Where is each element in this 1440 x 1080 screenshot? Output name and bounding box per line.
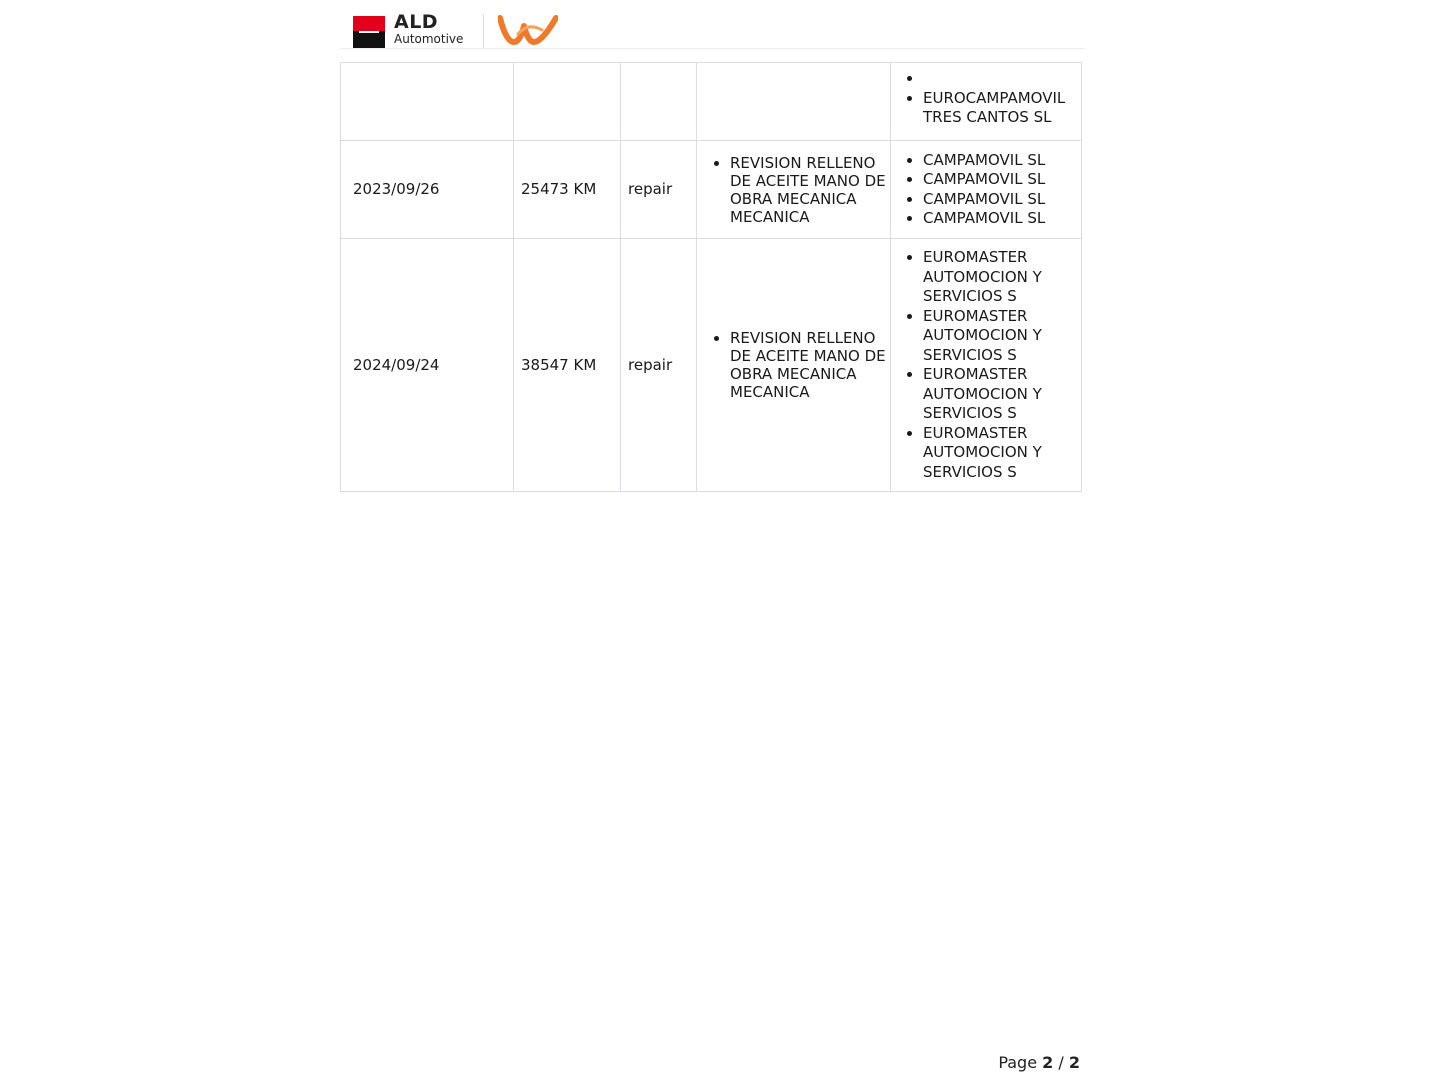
service-description	[697, 239, 891, 492]
provider-item: • CAMPAMOVIL SL	[923, 170, 1077, 190]
service-type: repair	[621, 141, 697, 239]
description-item: • REVISION RELLENO DE ACEITE MANO DE OBRA MECANICA MECANICA	[730, 154, 886, 226]
provider-item: • EUROMASTER AUTOMOCION Y SERVICIOS S	[923, 307, 1077, 366]
provider-item	[923, 69, 1077, 89]
page-total: 2	[1068, 1053, 1080, 1072]
table-row	[341, 63, 1082, 141]
table-row	[341, 141, 1082, 239]
service-date: 2024/09/24	[341, 239, 514, 492]
w-logo-icon	[498, 14, 558, 48]
provider-item: • EUROMASTER AUTOMOCION Y SERVICIOS S	[923, 365, 1077, 424]
page-label: Page	[998, 1053, 1038, 1072]
provider-item: • EUROMASTER AUTOMOCION Y SERVICIOS S	[923, 424, 1077, 483]
provider-list	[891, 248, 1077, 482]
service-mileage: 25473 KM	[514, 141, 621, 239]
description-list	[697, 154, 886, 226]
description-item: • REVISION RELLENO DE ACEITE MANO DE OBRA MECANICA MECANICA	[730, 329, 886, 401]
ald-logo-red-block	[353, 16, 385, 31]
provider-item: • CAMPAMOVIL SL	[923, 151, 1077, 171]
service-mileage: 38547 KM	[514, 239, 621, 492]
provider-list	[891, 151, 1077, 229]
page-current: 2	[1042, 1053, 1054, 1072]
service-date	[341, 63, 514, 141]
table-row	[341, 239, 1082, 492]
maintenance-history-table	[340, 62, 1082, 492]
provider-item: • EUROCAMPAMOVIL TRES CANTOS SL	[923, 89, 1077, 128]
service-mileage	[514, 63, 621, 141]
page-number	[998, 1053, 1080, 1072]
provider-item: • CAMPAMOVIL SL	[923, 209, 1077, 229]
ald-logo-bar	[359, 31, 379, 33]
provider-item: • EUROMASTER AUTOMOCION Y SERVICIOS S	[923, 248, 1077, 307]
service-providers	[891, 239, 1082, 492]
ald-name: ALD	[394, 11, 439, 33]
service-providers	[891, 63, 1082, 141]
service-type: repair	[621, 239, 697, 492]
service-description	[697, 141, 891, 239]
service-providers	[891, 141, 1082, 239]
ald-logo-icon	[353, 16, 385, 48]
service-type	[621, 63, 697, 141]
ald-subname: Automotive	[394, 32, 464, 46]
page-header	[340, 0, 1085, 49]
service-description	[697, 63, 891, 141]
logo-divider	[483, 14, 484, 48]
description-list	[697, 329, 886, 401]
page-separator: /	[1058, 1053, 1064, 1072]
provider-list	[891, 69, 1077, 128]
ald-wordmark	[394, 13, 463, 45]
service-date: 2023/09/26	[341, 141, 514, 239]
provider-item: • CAMPAMOVIL SL	[923, 190, 1077, 210]
history-table-body	[341, 63, 1082, 492]
